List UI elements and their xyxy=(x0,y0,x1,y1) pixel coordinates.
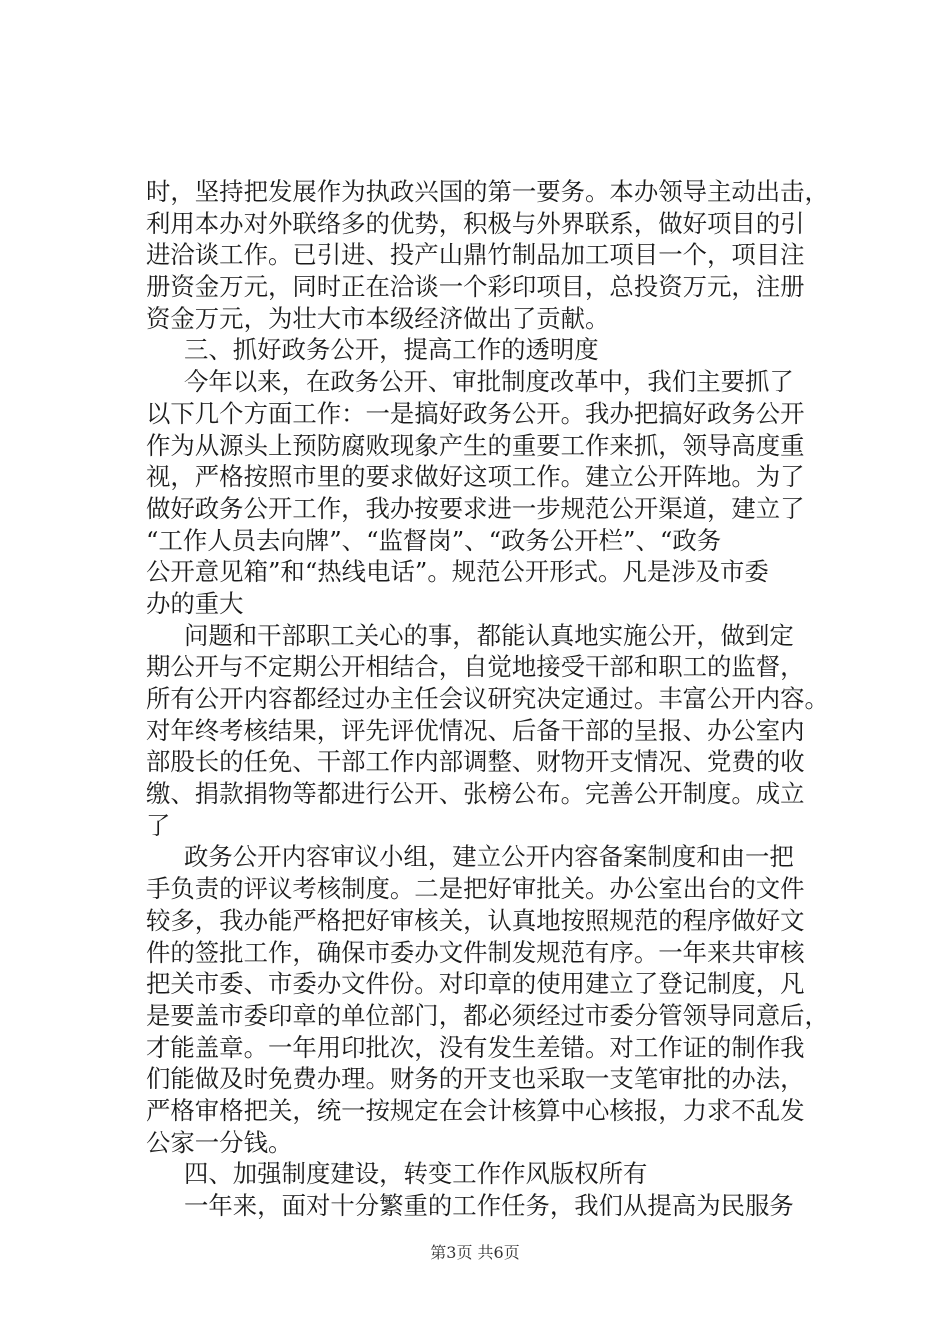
text-line: 缴、捐款捐物等都进行公开、张榜公布。完善公开制度。成立 xyxy=(146,779,805,809)
text-line: 办的重大 xyxy=(146,588,244,618)
text-line: 期公开与不定期公开相结合，自觉地接受干部和职工的监督， xyxy=(146,652,805,682)
text-line: 进洽谈工作。已引进、投产山鼎竹制品加工项目一个，项目注 xyxy=(146,240,805,270)
text-line: 今年以来，在政务公开、审批制度改革中，我们主要抓了 xyxy=(184,367,794,397)
text-line: 件的签批工作，确保市委办文件制发规范有序。一年来共审核 xyxy=(146,937,805,967)
text-line: 视，严格按照市里的要求做好这项工作。建立公开阵地。为了 xyxy=(146,462,805,492)
document-body xyxy=(146,176,846,1222)
text-line: 了 xyxy=(146,810,171,840)
page-number-footer: 第3页 共6页 xyxy=(430,1243,520,1262)
text-line: 是要盖市委印章的单位部门，都必须经过市委分管领导同意后， xyxy=(146,1000,829,1030)
text-line: 所有公开内容都经过办主任会议研究决定通过。丰富公开内容。 xyxy=(146,684,829,713)
text-line: 手负责的评议考核制度。二是把好审批关。办公室出台的文件 xyxy=(146,874,805,904)
text-line: 作为从源头上预防腐败现象产生的重要工作来抓，领导高度重 xyxy=(146,430,805,460)
text-line: 一年来，面对十分繁重的工作任务，我们从提高为民服务 xyxy=(184,1191,794,1220)
text-line: 把关市委、市委办文件份。对印章的使用建立了登记制度，凡 xyxy=(146,969,805,999)
text-line: 利用本办对外联络多的优势，积极与外界联系，做好项目的引 xyxy=(146,208,805,238)
text-line: 才能盖章。一年用印批次，没有发生差错。对工作证的制作我 xyxy=(146,1032,805,1062)
text-line: 问题和干部职工关心的事，都能认真地实施公开，做到定 xyxy=(184,620,794,650)
text-line: “工作人员去向牌”、“监督岗”、“政务公开栏”、“政务 xyxy=(146,525,722,555)
text-line: 资金万元，为壮大市本级经济做出了贡献。 xyxy=(146,303,610,333)
text-line: 公开意见箱”和“热线电话”。规范公开形式。凡是涉及市委 xyxy=(146,557,769,587)
text-line: 时，坚持把发展作为执政兴国的第一要务。本办领导主动出击， xyxy=(146,177,829,206)
text-line: 较多，我办能严格把好审核关，认真地按照规范的程序做好文 xyxy=(146,905,805,935)
text-line: 三、抓好政务公开，提高工作的透明度 xyxy=(184,335,599,365)
text-line: 们能做及时免费办理。财务的开支也采取一支笔审批的办法， xyxy=(146,1064,805,1094)
text-line: 严格审格把关，统一按规定在会计核算中心核报，力求不乱发 xyxy=(146,1095,805,1125)
text-line: 对年终考核结果，评先评优情况、后备干部的呈报、办公室内 xyxy=(146,715,805,745)
text-line: 政务公开内容审议小组，建立公开内容备案制度和由一把 xyxy=(184,842,794,872)
text-line: 公家一分钱。 xyxy=(146,1127,293,1157)
text-line: 以下几个方面工作：一是搞好政务公开。我办把搞好政务公开 xyxy=(146,398,805,428)
text-line: 部股长的任免、干部工作内部调整、财物开支情况、党费的收 xyxy=(146,747,805,777)
text-line: 册资金万元，同时正在洽谈一个彩印项目，总投资万元，注册 xyxy=(146,272,805,302)
text-line: 四、加强制度建设，转变工作作风版权所有 xyxy=(184,1159,648,1189)
text-line: 做好政务公开工作，我办按要求进一步规范公开渠道，建立了 xyxy=(146,493,805,523)
